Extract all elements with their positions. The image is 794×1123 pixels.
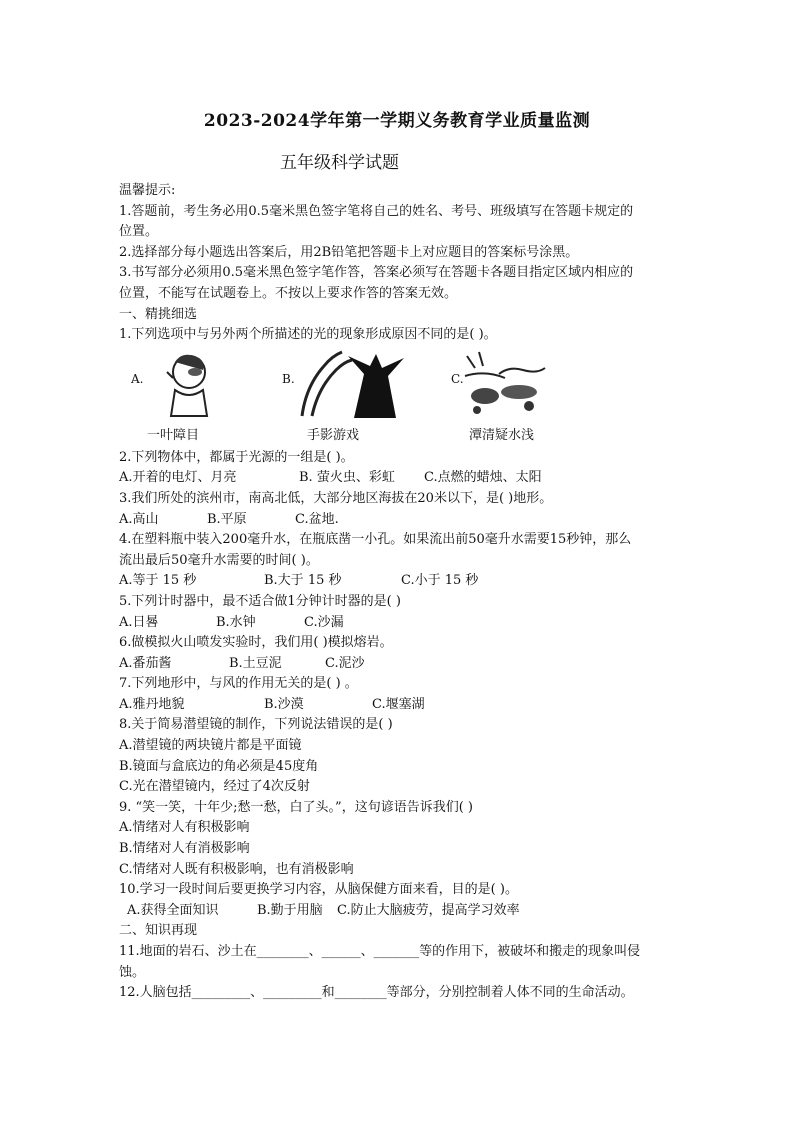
exam-title: 2023-2024学年第一学期义务教育学业质量监测 xyxy=(203,111,591,131)
notice-heading: 温馨提示: xyxy=(119,183,176,198)
section-2-heading: 二、知识再现 xyxy=(119,923,198,939)
question-10: 10.学习一段时间后要更换学习内容，从脑保健方面来看，目的是( )。 xyxy=(119,882,518,898)
exam-content xyxy=(119,181,679,1004)
option-c: C.沙漏 xyxy=(304,614,344,630)
question-6: 6.做模拟火山喷发实验时，我们用( )模拟熔岩。 xyxy=(119,635,393,651)
option-c: C.情绪对人既有积极影响，也有消极影响 xyxy=(119,861,354,877)
question-4-options xyxy=(119,571,679,592)
question-10-options xyxy=(119,901,679,922)
option-b: B. 萤火虫、彩虹 xyxy=(299,470,395,486)
question-5: 5.下列计时器中，最不适合做1分钟计时器的是( ) xyxy=(119,593,401,609)
option-a: A.番茄酱 xyxy=(119,655,172,671)
question-1-pictures xyxy=(119,346,679,418)
option-c: C.点燃的蜡烛、太阳 xyxy=(424,470,542,486)
option-a: A.高山 xyxy=(119,511,159,527)
option-b: B.沙漠 xyxy=(264,696,304,712)
picture-c-clear-pool xyxy=(459,346,549,418)
question-11-cont: 蚀。 xyxy=(119,964,146,980)
caption-a: 一叶障目 xyxy=(147,427,200,443)
option-b: B.平原 xyxy=(207,511,247,527)
caption-c: 潭清疑水浅 xyxy=(469,427,535,443)
question-11: 11.地面的岩石、沙土在________、______、_______等的作用下，被破坏和搬走的现象叫侵 xyxy=(119,944,641,959)
question-2-options xyxy=(119,468,679,489)
notice-line-1: 1.答题前，考生务必用0.5毫米黑色签字笔将自己的姓名、考号、班级填写在答题卡规定的 xyxy=(119,203,634,219)
question-3: 3.我们所处的滨州市，南高北低，大部分地区海拔在20米以下，是( )地形。 xyxy=(119,490,553,506)
question-4: 4.在塑料瓶中装入200毫升水，在瓶底凿一小孔。如果流出前50毫升水需要15秒钟，那么 xyxy=(119,532,632,548)
question-8: 8.关于简易潜望镜的制作，下列说法错误的是( ) xyxy=(119,717,393,733)
question-9: 9. “笑一笑，十年少;愁一愁，白了头。”，这句谚语告诉我们( ) xyxy=(119,799,473,815)
question-2: 2.下列物体中，都属于光源的一组是( )。 xyxy=(119,449,354,465)
option-c: C.防止大脑疲劳，提高学习效率 xyxy=(337,902,520,918)
picture-b-hand-shadow xyxy=(284,346,404,418)
option-b: B.镜面与盒底边的角必须是45度角 xyxy=(119,758,319,774)
question-12: 12.人脑包括_________、_________和________等部分，分别控制着人体不同的生命活动。 xyxy=(119,985,634,1001)
question-5-options xyxy=(119,613,679,634)
option-a: A.情绪对人有积极影响 xyxy=(119,820,250,836)
notice-line-2: 2.选择部分每小题选出答案后，用2B铅笔把答题卡上对应题目的答案标号涂黑。 xyxy=(119,244,579,260)
option-b: B.水钟 xyxy=(216,614,256,630)
option-a: A.获得全面知识 xyxy=(127,902,219,918)
option-a: A.日晷 xyxy=(119,614,159,630)
picture-a-label: A. xyxy=(131,371,144,386)
caption-b: 手影游戏 xyxy=(307,427,360,443)
picture-c-label: C. xyxy=(451,371,464,386)
notice-line-3: 3.书写部分必须用0.5毫米黑色签字笔作答，答案必须写在答题卡各题目指定区域内相应的 xyxy=(119,265,634,281)
option-a: A.雅丹地貌 xyxy=(119,696,185,712)
notice-line-3b: 位置，不能写在试题卷上。不按以上要求作答的答案无效。 xyxy=(119,285,458,301)
question-1: 1.下列选项中与另外两个所描述的光的现象形成原因不同的是( )。 xyxy=(119,327,497,343)
notice-line-1b: 位置。 xyxy=(119,224,159,240)
option-b: B.情绪对人有消极影响 xyxy=(119,841,250,857)
question-6-options xyxy=(119,654,679,675)
option-a: A.等于 15 秒 xyxy=(119,573,197,589)
option-c: C.泥沙 xyxy=(325,655,365,671)
option-c: C.光在潜望镜内，经过了4次反射 xyxy=(119,779,310,795)
question-7: 7.下列地形中，与风的作用无关的是( ) 。 xyxy=(119,676,358,692)
question-3-options xyxy=(119,510,679,531)
question-1-captions xyxy=(119,418,679,448)
option-c: C.小于 15 秒 xyxy=(401,573,479,589)
option-c: C.堰塞湖 xyxy=(372,696,425,712)
question-7-options xyxy=(119,695,679,716)
picture-b-label: B. xyxy=(282,371,295,386)
option-b: B.勤于用脑 xyxy=(257,902,323,918)
exam-subtitle: 五年级科学试题 xyxy=(280,153,399,173)
option-b: B.土豆泥 xyxy=(229,655,282,671)
option-b: B.大于 15 秒 xyxy=(264,573,342,589)
option-a: A.潜望镜的两块镜片都是平面镜 xyxy=(119,738,302,754)
option-c: C.盆地. xyxy=(295,511,339,527)
option-a: A.开着的电灯、月亮 xyxy=(119,470,237,486)
section-1-heading: 一、精挑细选 xyxy=(119,306,198,322)
question-4-cont: 流出最后50毫升水需要的时间( )。 xyxy=(119,552,319,568)
